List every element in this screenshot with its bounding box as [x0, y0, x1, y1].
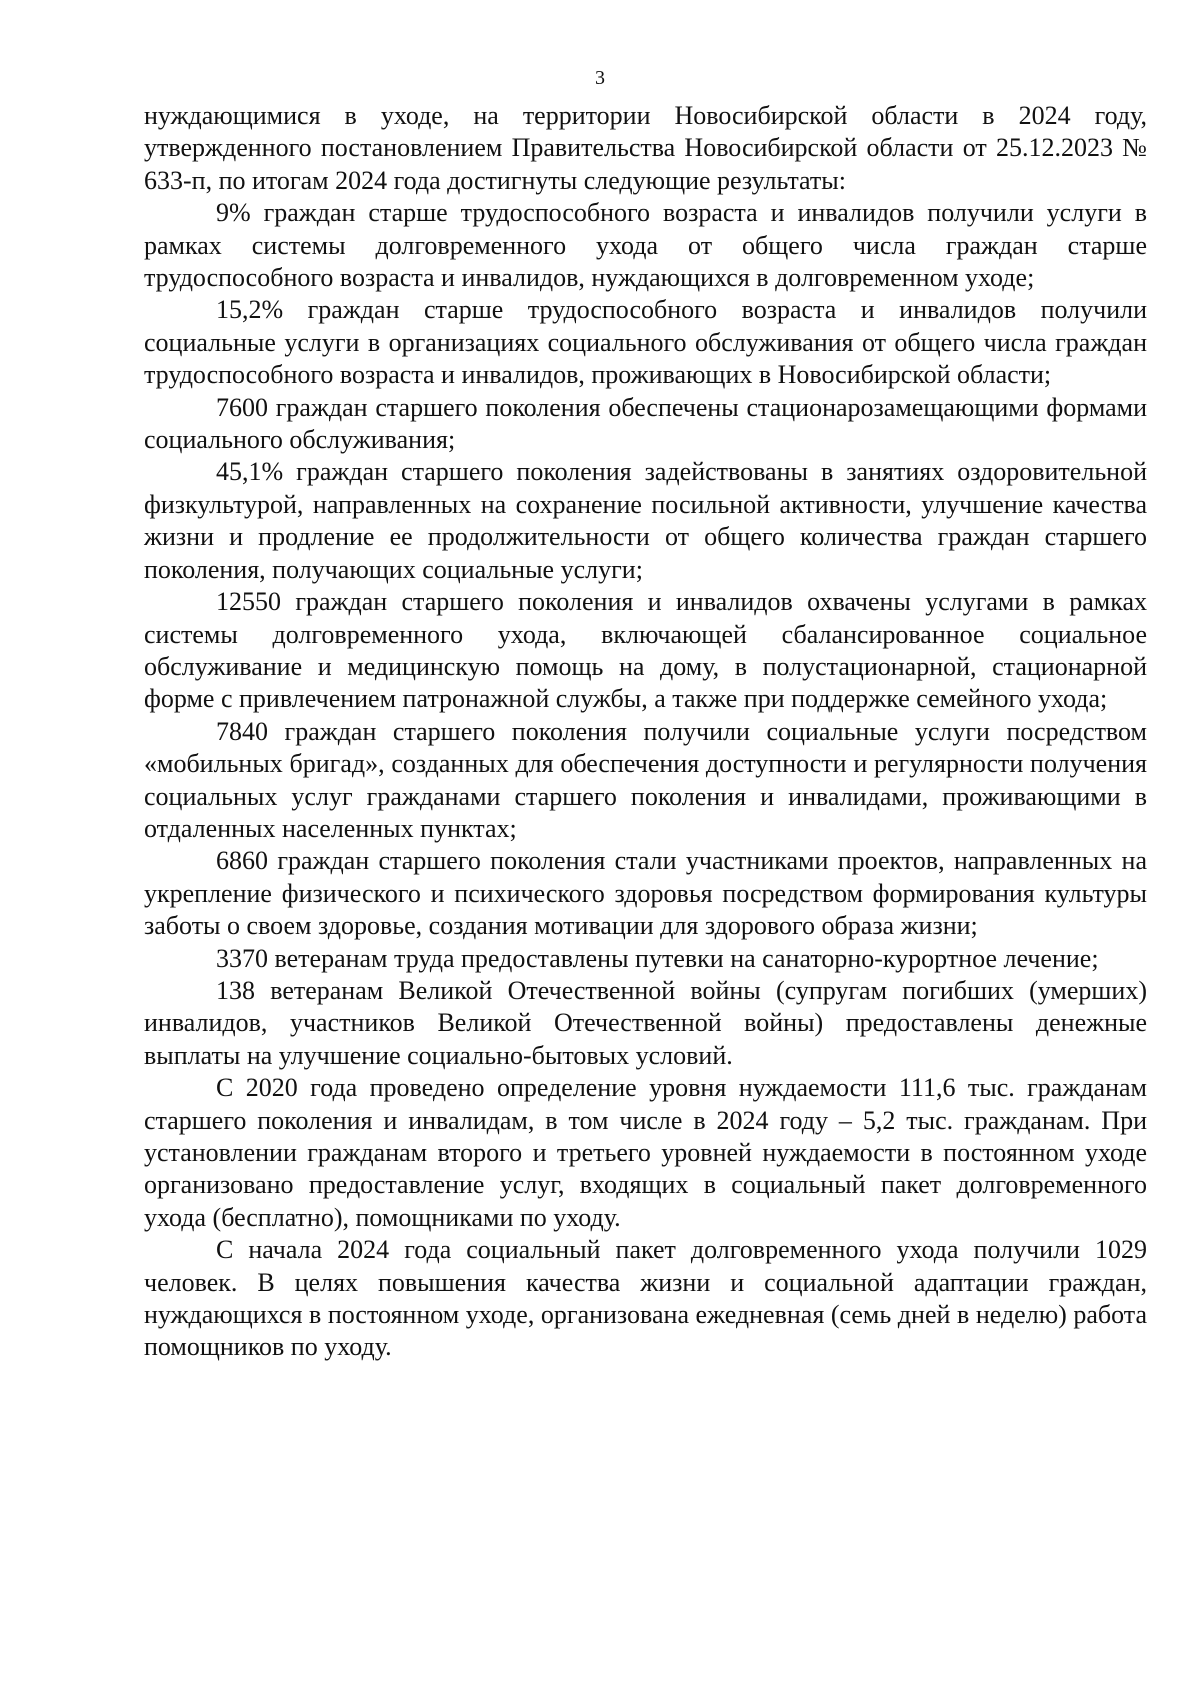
paragraph-result-ltc-services-share: 9% граждан старше трудоспособного возраста и инвалидов получили услуги в рамках системы долговременного ухода от общего числа граждан старше трудоспособного возраста и инвалидов, нуждающихся в долговременном уходе;: [144, 198, 1147, 293]
paragraph-result-physical-activity: 45,1% граждан старшего поколения задействованы в занятиях оздоровительной физкультурой, направленных на сохранение посильной активности, улучшение качества жизни и продление ее продолжительности от общего количества граждан старшего поколения, получающих социальные услуги;: [144, 457, 1147, 584]
paragraph-result-mobile-brigades: 7840 граждан старшего поколения получили социальные услуги посредством «мобильных бригад», созданных для обеспечения доступности и регулярности получения социальных услуг гражданами старшего поколения и инвалидами, проживающими в отдаленных населенных пунктах;: [144, 716, 1147, 843]
paragraph-result-inpatient-replacement: 7600 граждан старшего поколения обеспечены стационарозамещающими формами социального обслуживания;: [144, 392, 1147, 455]
paragraph-care-package: С начала 2024 года социальный пакет долговременного ухода получили 1029 человек. В целях повышения качества жизни и социальной адаптации граждан, нуждающихся в постоянном уходе, организована ежедневная (семь дней в неделю) работа помощников по уходу.: [144, 1235, 1147, 1362]
paragraph-continuation: нуждающимися в уходе, на территории Новосибирской области в 2024 году, утвержденного постановлением Правительства Новосибирской области от 25.12.2023 № 633-п, по итогам 2024 года достигнуты следующие результаты:: [144, 101, 1147, 195]
page-number: 3: [595, 67, 605, 89]
paragraph-result-ltc-coverage: 12550 граждан старшего поколения и инвалидов охвачены услугами в рамках системы долговременного ухода, включающей сбалансированное социальное обслуживание и медицинскую помощь на дому, в полустационарной, стационарной форме с привлечением патронажной службы, а также при поддержке семейного ухода;: [144, 587, 1147, 714]
paragraph-result-sanatorium-vouchers: 3370 ветеранам труда предоставлены путевки на санаторно-курортное лечение;: [216, 943, 1099, 973]
paragraph-result-social-services-share: 15,2% граждан старше трудоспособного возраста и инвалидов получили социальные услуги в организациях социального обслуживания от общего числа граждан трудоспособного возраста и инвалидов, проживающих в Новосибирской области;: [144, 295, 1147, 390]
paragraph-needs-assessment: С 2020 года проведено определение уровня нуждаемости 111,6 тыс. гражданам старшего поколения и инвалидам, в том числе в 2024 году – 5,2 тыс. гражданам. При установлении гражданам второго и третьего уровней нуждаемости в постоянном уходе организовано предоставление услуг, входящих в социальный пакет долговременного ухода (бесплатно), помощниками по уходу.: [144, 1073, 1147, 1232]
paragraph-result-health-projects: 6860 граждан старшего поколения стали участниками проектов, направленных на укрепление физического и психического здоровья посредством формирования культуры заботы о своем здоровье, создания мотивации для здорового образа жизни;: [144, 846, 1147, 941]
paragraph-result-veteran-payments: 138 ветеранам Великой Отечественной войны (супругам погибших (умерших) инвалидов, участников Великой Отечественной войны) предоставлены денежные выплаты на улучшение социально-бытовых условий.: [144, 975, 1147, 1070]
document-body: [144, 100, 1147, 1364]
